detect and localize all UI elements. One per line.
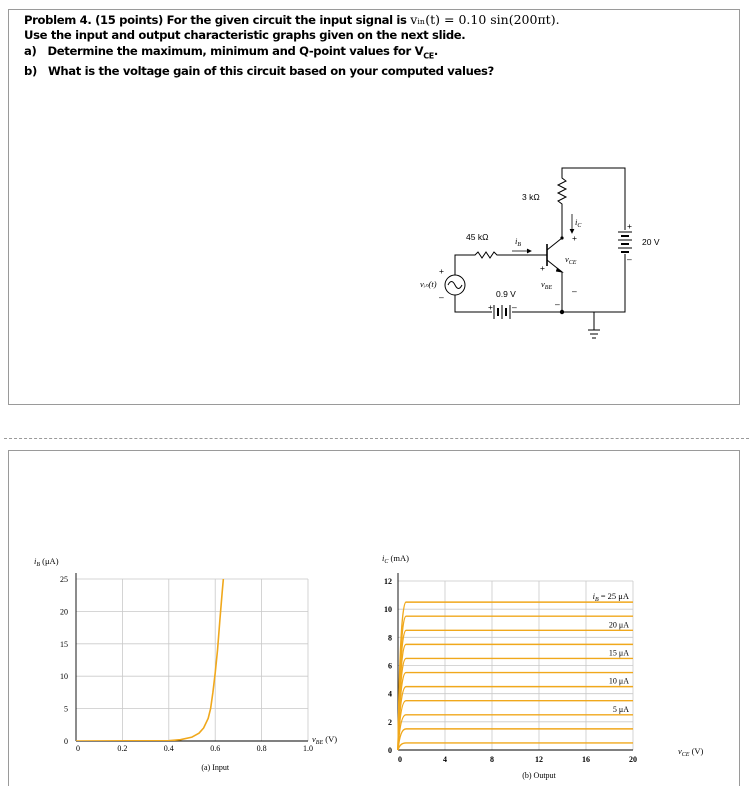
- output-characteristic-curve: [398, 715, 633, 750]
- vcc-label: 20 V: [642, 237, 660, 247]
- output-characteristic-curve: [398, 616, 633, 750]
- problem-number: Problem 4.: [24, 13, 92, 27]
- output-y-tick-label: 12: [384, 577, 392, 586]
- input-chart-title: (a) Input: [201, 763, 230, 772]
- output-x-tick-label: 4: [443, 755, 447, 764]
- vce-minus: –: [572, 286, 577, 296]
- output-characteristic-curve: [398, 630, 633, 750]
- output-y-tick-label: 4: [388, 689, 392, 699]
- output-y-tick-label: 0: [388, 746, 392, 755]
- output-x-tick-label: 20: [629, 755, 637, 764]
- vbb-plus: +: [488, 302, 493, 312]
- input-x-tick-label: 0.2: [117, 744, 128, 753]
- input-y-axis-label: $i_B$ (μA): [34, 556, 59, 568]
- part-b-text: What is the voltage gain of this circuit based on your computed values?: [47, 63, 494, 78]
- output-characteristic-curve: [398, 743, 633, 750]
- output-x-tick-label: 12: [535, 755, 543, 764]
- part-a-end: .: [433, 43, 438, 58]
- output-characteristic-chart: [382, 553, 704, 780]
- output-y-tick-label: 8: [388, 633, 392, 643]
- vbb-minus: –: [512, 302, 517, 312]
- problem-intro: For the given circuit the input signal is: [166, 13, 407, 27]
- part-b-marker: b): [24, 63, 37, 78]
- output-x-tick-label: 0: [398, 755, 402, 764]
- output-characteristic-curve: [398, 644, 633, 750]
- input-characteristic-chart: [34, 556, 337, 772]
- vcc-plus: +: [627, 221, 632, 231]
- output-characteristic-curve: [398, 687, 633, 750]
- part-a-subscript: CE: [423, 51, 434, 61]
- problem-line-2: Use the input and output characteristic graphs given on the next slide.: [24, 28, 466, 43]
- input-y-tick-label: 20: [60, 607, 68, 617]
- output-y-axis-label: $i_C$ (mA): [382, 553, 409, 565]
- vbe-label: $v_{BE}$: [541, 279, 553, 291]
- vce-plus: +: [572, 233, 577, 243]
- input-x-tick-label: 0.6: [210, 744, 221, 753]
- part-a-text: Determine the maximum, minimum and Q-point values for V: [47, 43, 424, 58]
- input-characteristic-curve: [76, 566, 225, 741]
- problem-points: (15 points): [95, 13, 163, 27]
- output-characteristic-curve: [398, 673, 633, 750]
- output-characteristic-curve: [398, 602, 633, 750]
- rb-label: 45 kΩ: [466, 232, 489, 242]
- output-curve-label: $i_B = 25$ μA: [592, 591, 629, 604]
- output-x-tick-label: 8: [490, 755, 494, 764]
- output-curve-label: 15 μA: [608, 648, 629, 658]
- output-curve-label: 5 μA: [612, 704, 629, 714]
- output-x-tick-label: 16: [582, 755, 590, 764]
- input-y-tick-label: 5: [64, 704, 68, 714]
- input-x-axis-label: $v_{BE}$ (V): [312, 734, 338, 746]
- ib-label: $i_B$: [515, 236, 522, 248]
- output-x-axis-label: $v_{CE}$ (V): [678, 746, 704, 758]
- input-x-tick-label: 0.8: [256, 744, 267, 753]
- input-y-tick-label: 10: [60, 672, 68, 682]
- output-curve-label: 20 μA: [608, 620, 629, 630]
- output-y-tick-label: 6: [388, 661, 392, 671]
- input-x-tick-label: 0.4: [163, 744, 174, 753]
- input-x-tick-label: 1.0: [303, 744, 313, 753]
- vbe-minus: –: [555, 299, 560, 309]
- input-y-tick-label: 25: [60, 575, 68, 584]
- vbb-label: 0.9 V: [496, 289, 516, 299]
- input-y-tick-label: 15: [60, 639, 68, 649]
- ic-label: $i_C$: [575, 217, 582, 229]
- output-curve-label: 10 μA: [608, 676, 629, 686]
- rc-label: 3 kΩ: [522, 192, 540, 202]
- input-y-tick-label: 0: [64, 737, 68, 746]
- output-y-tick-label: 10: [384, 605, 392, 615]
- output-characteristic-curve: [398, 729, 633, 750]
- vcc-minus: –: [627, 254, 632, 264]
- output-y-tick-label: 2: [388, 717, 392, 727]
- output-chart-title: (b) Output: [522, 771, 556, 780]
- vin-label: vᵢₙ(t): [420, 279, 437, 289]
- vbe-plus: +: [540, 263, 545, 273]
- vin-plus: +: [439, 266, 444, 276]
- vin-minus: –: [439, 292, 444, 302]
- vce-label: $v_{CE}$: [565, 254, 577, 266]
- signal-equation: vᵢₙ(t) = 0.10 sin(200πt).: [410, 12, 560, 27]
- part-a-marker: a): [24, 43, 37, 58]
- input-x-tick-label: 0: [76, 744, 80, 753]
